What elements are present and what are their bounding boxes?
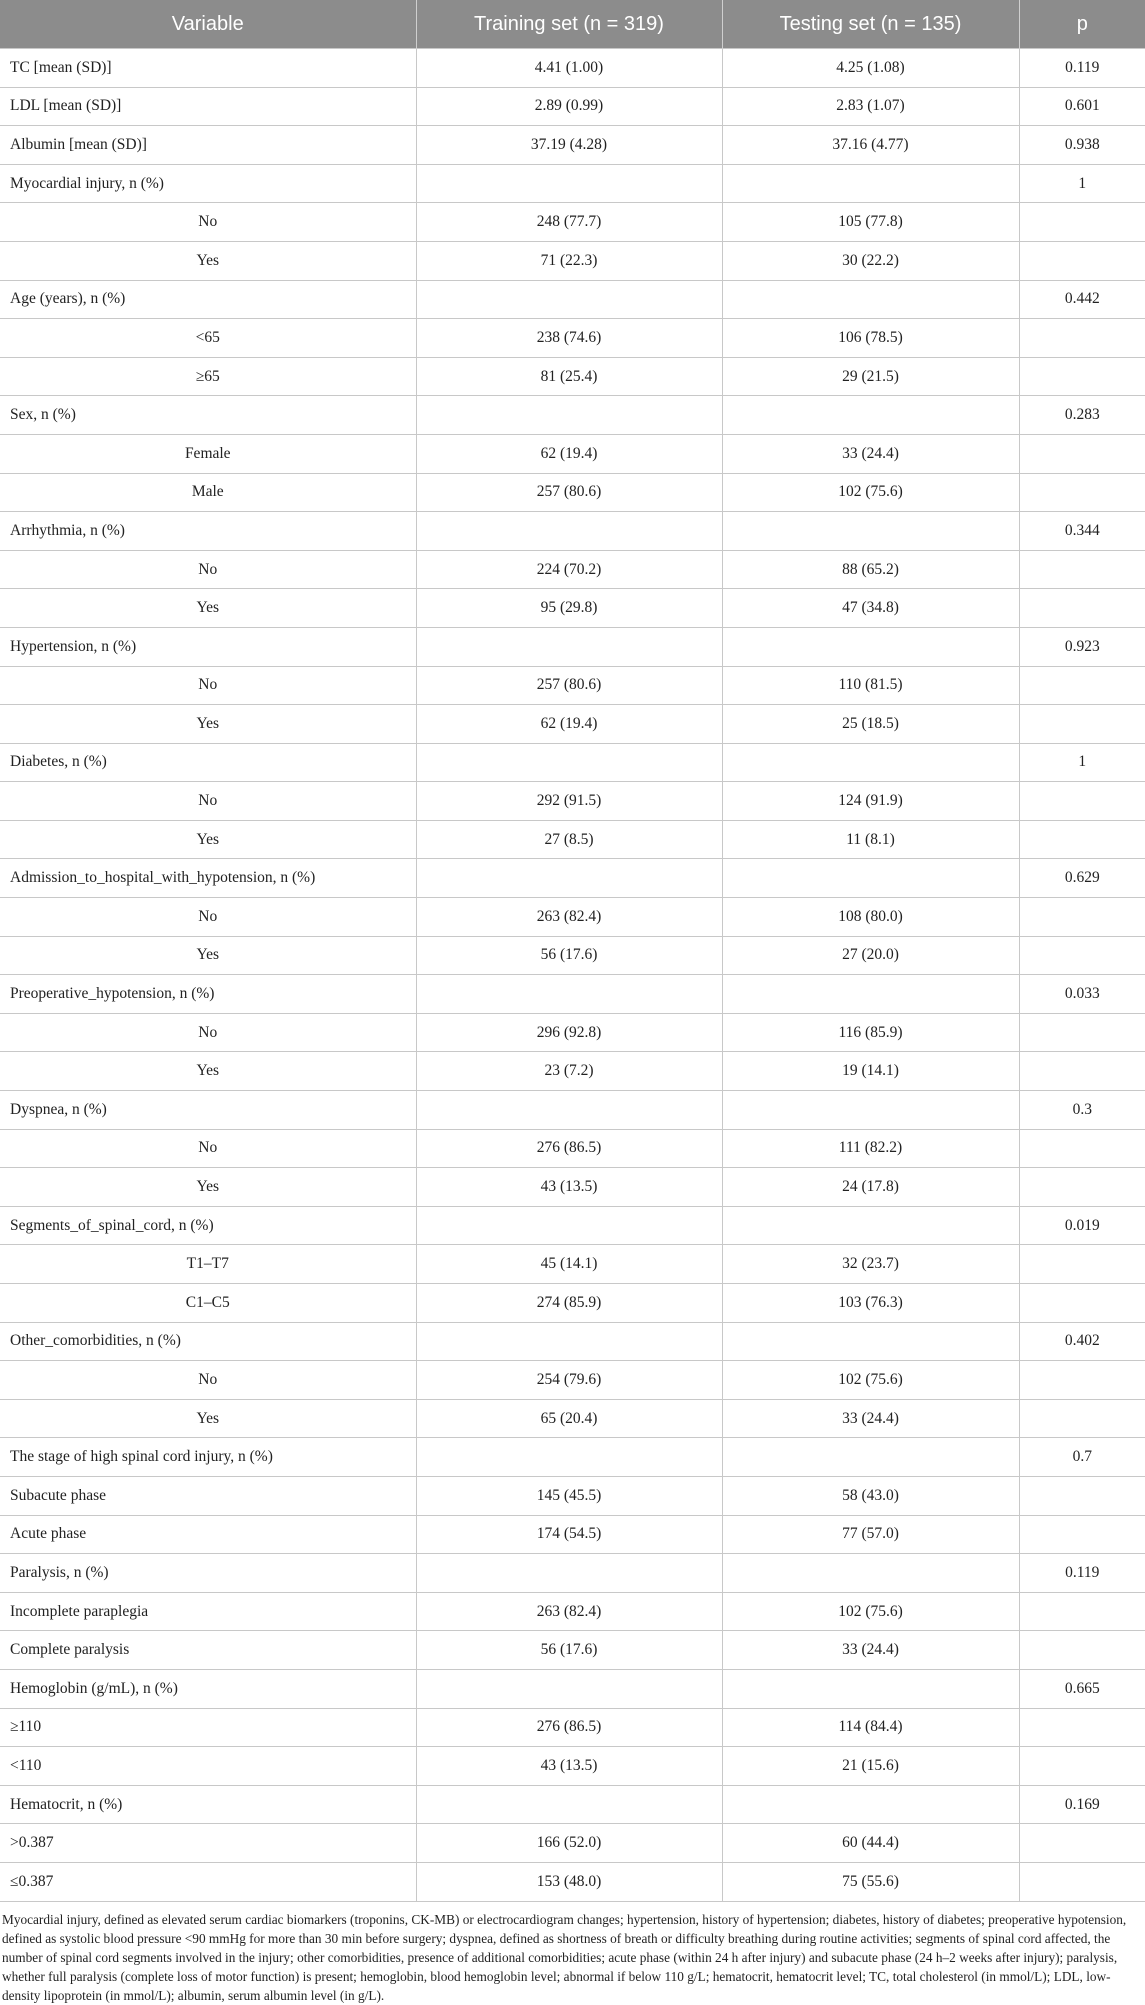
- cell-variable: T1–T7: [0, 1245, 416, 1284]
- cell-training: 43 (13.5): [416, 1168, 722, 1207]
- cell-p-value: 0.283: [1019, 396, 1145, 435]
- cell-p-value: 0.402: [1019, 1322, 1145, 1361]
- cell-testing: [722, 1785, 1019, 1824]
- cell-training: [416, 396, 722, 435]
- cell-variable: Yes: [0, 705, 416, 744]
- table-row: [0, 319, 1145, 358]
- cell-p-value: [1019, 1592, 1145, 1631]
- cell-p-value: [1019, 1245, 1145, 1284]
- table-row: [0, 1322, 1145, 1361]
- cell-training: 62 (19.4): [416, 434, 722, 473]
- cell-training: 2.89 (0.99): [416, 87, 722, 126]
- header-testing-set: Testing set (n = 135): [722, 0, 1019, 49]
- cell-variable: C1–C5: [0, 1284, 416, 1323]
- table-row: [0, 396, 1145, 435]
- table-row: [0, 1206, 1145, 1245]
- cell-training: 65 (20.4): [416, 1399, 722, 1438]
- cell-testing: 2.83 (1.07): [722, 87, 1019, 126]
- cell-p-value: 0.344: [1019, 512, 1145, 551]
- table-footnote: Myocardial injury, defined as elevated serum cardiac biomarkers (troponins, CK-MB) or electrocardiogram changes; hypertension, history of hypertension; diabetes, history of diabetes; preoperative hypotension, defined as systolic blood pressure <90 mmHg for more than 30 min before surgery; dyspnea, defined as shortness of breath or difficulty breathing during routine activities; segments of spinal cord affected, the number of spinal cord segments involved in the injury; other comorbidities, presence of additional comorbidities; acute phase (within 24 h after injury) and subacute phase (24 h–2 weeks after injury); paralysis, whether full paralysis (complete loss of motor function) is present; hemoglobin, blood hemoglobin level; abnormal if below 110 g/L; hematocrit, hematocrit level; TC, total cholesterol (in mmol/L); LDL, low-density lipoprotein (in mmol/L); albumin, serum albumin level (in g/L).: [2, 1911, 1127, 2003]
- cell-variable: Age (years), n (%): [0, 280, 416, 319]
- cell-testing: 33 (24.4): [722, 434, 1019, 473]
- cell-testing: 103 (76.3): [722, 1284, 1019, 1323]
- cell-variable: Hemoglobin (g/mL), n (%): [0, 1669, 416, 1708]
- cell-p-value: [1019, 1631, 1145, 1670]
- cell-variable: ≤0.387: [0, 1862, 416, 1901]
- table-row: [0, 936, 1145, 975]
- cell-p-value: 1: [1019, 743, 1145, 782]
- cell-variable: No: [0, 898, 416, 937]
- table-body: [0, 49, 1145, 1902]
- cell-variable: Admission_to_hospital_with_hypotension, n (%): [0, 859, 416, 898]
- table-row: [0, 1862, 1145, 1901]
- cell-variable: Complete paralysis: [0, 1631, 416, 1670]
- cell-variable: Segments_of_spinal_cord, n (%): [0, 1206, 416, 1245]
- table-row: [0, 1168, 1145, 1207]
- cell-training: 62 (19.4): [416, 705, 722, 744]
- cell-training: 81 (25.4): [416, 357, 722, 396]
- cell-variable: Albumin [mean (SD)]: [0, 126, 416, 165]
- cell-variable: Male: [0, 473, 416, 512]
- cell-training: 95 (29.8): [416, 589, 722, 628]
- cell-testing: 102 (75.6): [722, 1361, 1019, 1400]
- cell-testing: 25 (18.5): [722, 705, 1019, 744]
- cell-p-value: [1019, 357, 1145, 396]
- table-row: [0, 1592, 1145, 1631]
- cell-p-value: 0.033: [1019, 975, 1145, 1014]
- cell-training: 23 (7.2): [416, 1052, 722, 1091]
- cell-training: 166 (52.0): [416, 1824, 722, 1863]
- table-row: [0, 1399, 1145, 1438]
- cell-variable: No: [0, 550, 416, 589]
- table-row: [0, 241, 1145, 280]
- cell-training: 43 (13.5): [416, 1747, 722, 1786]
- cell-training: [416, 1785, 722, 1824]
- cell-training: 56 (17.6): [416, 936, 722, 975]
- cell-variable: No: [0, 1361, 416, 1400]
- cell-p-value: [1019, 1515, 1145, 1554]
- header-row: [0, 0, 1145, 49]
- cell-testing: 27 (20.0): [722, 936, 1019, 975]
- cell-training: 274 (85.9): [416, 1284, 722, 1323]
- cell-training: 56 (17.6): [416, 1631, 722, 1670]
- table-row: [0, 705, 1145, 744]
- cell-training: 276 (86.5): [416, 1708, 722, 1747]
- table-row: [0, 473, 1145, 512]
- cell-testing: 33 (24.4): [722, 1399, 1019, 1438]
- header-p-value: p: [1019, 0, 1145, 49]
- table-row: [0, 1361, 1145, 1400]
- cell-training: 145 (45.5): [416, 1476, 722, 1515]
- cell-training: 292 (91.5): [416, 782, 722, 821]
- cell-training: 224 (70.2): [416, 550, 722, 589]
- cell-variable: Other_comorbidities, n (%): [0, 1322, 416, 1361]
- table-row: [0, 1708, 1145, 1747]
- cell-variable: Acute phase: [0, 1515, 416, 1554]
- cell-training: 296 (92.8): [416, 1013, 722, 1052]
- cell-variable: LDL [mean (SD)]: [0, 87, 416, 126]
- cell-testing: 124 (91.9): [722, 782, 1019, 821]
- header-variable: Variable: [0, 0, 416, 49]
- cell-p-value: [1019, 1747, 1145, 1786]
- cell-testing: [722, 743, 1019, 782]
- cell-p-value: [1019, 782, 1145, 821]
- table-row: [0, 820, 1145, 859]
- cell-training: 263 (82.4): [416, 1592, 722, 1631]
- cell-testing: [722, 627, 1019, 666]
- cell-testing: 32 (23.7): [722, 1245, 1019, 1284]
- cell-variable: Yes: [0, 241, 416, 280]
- cell-p-value: [1019, 936, 1145, 975]
- cell-variable: Yes: [0, 1052, 416, 1091]
- table-row: [0, 589, 1145, 628]
- cell-p-value: 0.938: [1019, 126, 1145, 165]
- cell-training: 276 (86.5): [416, 1129, 722, 1168]
- cell-training: [416, 512, 722, 551]
- cell-p-value: [1019, 1399, 1145, 1438]
- cell-training: 254 (79.6): [416, 1361, 722, 1400]
- table-row: [0, 782, 1145, 821]
- cell-p-value: [1019, 1862, 1145, 1901]
- cell-variable: Preoperative_hypotension, n (%): [0, 975, 416, 1014]
- cell-testing: [722, 859, 1019, 898]
- table-row: [0, 87, 1145, 126]
- cell-testing: 75 (55.6): [722, 1862, 1019, 1901]
- cell-variable: Arrhythmia, n (%): [0, 512, 416, 551]
- cell-testing: 29 (21.5): [722, 357, 1019, 396]
- cell-testing: [722, 975, 1019, 1014]
- cell-variable: Yes: [0, 1168, 416, 1207]
- cell-p-value: 0.119: [1019, 1554, 1145, 1593]
- cell-p-value: 0.169: [1019, 1785, 1145, 1824]
- cell-testing: [722, 1206, 1019, 1245]
- cell-variable: ≥110: [0, 1708, 416, 1747]
- cell-training: [416, 859, 722, 898]
- cell-testing: 11 (8.1): [722, 820, 1019, 859]
- cell-training: [416, 164, 722, 203]
- table-row: [0, 1747, 1145, 1786]
- cell-p-value: 0.442: [1019, 280, 1145, 319]
- table-row: [0, 550, 1145, 589]
- cell-variable: Yes: [0, 936, 416, 975]
- table-row: [0, 434, 1145, 473]
- cell-variable: <65: [0, 319, 416, 358]
- table-row: [0, 1669, 1145, 1708]
- cell-training: 4.41 (1.00): [416, 49, 722, 88]
- cell-variable: No: [0, 1129, 416, 1168]
- cell-p-value: 0.923: [1019, 627, 1145, 666]
- cell-testing: [722, 280, 1019, 319]
- table-row: [0, 1245, 1145, 1284]
- cell-p-value: [1019, 1708, 1145, 1747]
- cell-training: 248 (77.7): [416, 203, 722, 242]
- cell-training: [416, 1322, 722, 1361]
- table-row: [0, 975, 1145, 1014]
- table-row: [0, 164, 1145, 203]
- cell-variable: >0.387: [0, 1824, 416, 1863]
- cell-testing: [722, 164, 1019, 203]
- cell-training: 263 (82.4): [416, 898, 722, 937]
- table-row: [0, 1476, 1145, 1515]
- table-row: [0, 1824, 1145, 1863]
- cell-p-value: 0.601: [1019, 87, 1145, 126]
- cell-variable: Sex, n (%): [0, 396, 416, 435]
- table-row: [0, 357, 1145, 396]
- table-header: [0, 0, 1145, 49]
- cell-p-value: [1019, 203, 1145, 242]
- cell-p-value: [1019, 473, 1145, 512]
- cell-variable: Subacute phase: [0, 1476, 416, 1515]
- cell-training: [416, 1669, 722, 1708]
- cell-variable: Yes: [0, 589, 416, 628]
- table-row: [0, 1515, 1145, 1554]
- cell-testing: 19 (14.1): [722, 1052, 1019, 1091]
- cell-variable: No: [0, 666, 416, 705]
- cell-p-value: [1019, 1052, 1145, 1091]
- cell-testing: 37.16 (4.77): [722, 126, 1019, 165]
- cell-variable: Paralysis, n (%): [0, 1554, 416, 1593]
- cell-variable: Hypertension, n (%): [0, 627, 416, 666]
- table-row: [0, 1785, 1145, 1824]
- table-row: [0, 666, 1145, 705]
- cell-variable: Diabetes, n (%): [0, 743, 416, 782]
- cell-training: 238 (74.6): [416, 319, 722, 358]
- cell-variable: No: [0, 782, 416, 821]
- table-row: [0, 1052, 1145, 1091]
- cell-testing: 33 (24.4): [722, 1631, 1019, 1670]
- cell-testing: 24 (17.8): [722, 1168, 1019, 1207]
- cell-training: [416, 627, 722, 666]
- cell-variable: TC [mean (SD)]: [0, 49, 416, 88]
- cell-p-value: 0.665: [1019, 1669, 1145, 1708]
- cell-testing: [722, 1669, 1019, 1708]
- table-row: [0, 280, 1145, 319]
- cell-training: 153 (48.0): [416, 1862, 722, 1901]
- cell-testing: 88 (65.2): [722, 550, 1019, 589]
- cell-training: 71 (22.3): [416, 241, 722, 280]
- table-row: [0, 49, 1145, 88]
- cell-training: 174 (54.5): [416, 1515, 722, 1554]
- cell-testing: 58 (43.0): [722, 1476, 1019, 1515]
- cell-testing: 105 (77.8): [722, 203, 1019, 242]
- table-row: [0, 1284, 1145, 1323]
- table-row: [0, 1091, 1145, 1130]
- cell-p-value: [1019, 1168, 1145, 1207]
- cell-p-value: [1019, 1013, 1145, 1052]
- header-training-set: Training set (n = 319): [416, 0, 722, 49]
- table-row: [0, 627, 1145, 666]
- cell-p-value: [1019, 241, 1145, 280]
- table-row: [0, 898, 1145, 937]
- cell-training: 257 (80.6): [416, 473, 722, 512]
- cell-testing: 110 (81.5): [722, 666, 1019, 705]
- cell-training: 37.19 (4.28): [416, 126, 722, 165]
- cell-training: [416, 1438, 722, 1477]
- table-row: [0, 1631, 1145, 1670]
- table-row: [0, 1013, 1145, 1052]
- cell-variable: Yes: [0, 1399, 416, 1438]
- cell-testing: 108 (80.0): [722, 898, 1019, 937]
- cell-testing: [722, 396, 1019, 435]
- cell-testing: [722, 1322, 1019, 1361]
- cell-training: [416, 1091, 722, 1130]
- table-row: [0, 126, 1145, 165]
- cell-p-value: [1019, 1824, 1145, 1863]
- cell-testing: 106 (78.5): [722, 319, 1019, 358]
- cell-testing: [722, 1091, 1019, 1130]
- cell-testing: 60 (44.4): [722, 1824, 1019, 1863]
- cell-p-value: [1019, 1476, 1145, 1515]
- cell-p-value: [1019, 550, 1145, 589]
- cell-testing: 4.25 (1.08): [722, 49, 1019, 88]
- table-row: [0, 1129, 1145, 1168]
- cell-p-value: 0.119: [1019, 49, 1145, 88]
- cell-training: [416, 280, 722, 319]
- cell-p-value: 0.7: [1019, 1438, 1145, 1477]
- cell-testing: 116 (85.9): [722, 1013, 1019, 1052]
- cell-variable: ≥65: [0, 357, 416, 396]
- cell-variable: Dyspnea, n (%): [0, 1091, 416, 1130]
- cell-training: 45 (14.1): [416, 1245, 722, 1284]
- table-row: [0, 512, 1145, 551]
- table-row: [0, 203, 1145, 242]
- cell-p-value: [1019, 820, 1145, 859]
- cell-p-value: 0.3: [1019, 1091, 1145, 1130]
- cell-p-value: [1019, 1284, 1145, 1323]
- cell-p-value: [1019, 589, 1145, 628]
- cell-p-value: [1019, 319, 1145, 358]
- table-row: [0, 1554, 1145, 1593]
- cell-variable: No: [0, 203, 416, 242]
- cell-training: [416, 1554, 722, 1593]
- cell-p-value: [1019, 1361, 1145, 1400]
- cell-testing: 30 (22.2): [722, 241, 1019, 280]
- cell-testing: 111 (82.2): [722, 1129, 1019, 1168]
- cell-p-value: 0.629: [1019, 859, 1145, 898]
- cell-testing: 102 (75.6): [722, 1592, 1019, 1631]
- cell-testing: 77 (57.0): [722, 1515, 1019, 1554]
- cell-training: 27 (8.5): [416, 820, 722, 859]
- cell-variable: Hematocrit, n (%): [0, 1785, 416, 1824]
- cell-testing: 102 (75.6): [722, 473, 1019, 512]
- cell-training: [416, 975, 722, 1014]
- cell-variable: Female: [0, 434, 416, 473]
- cell-variable: <110: [0, 1747, 416, 1786]
- cell-testing: [722, 1438, 1019, 1477]
- cell-testing: 47 (34.8): [722, 589, 1019, 628]
- table-row: [0, 859, 1145, 898]
- cell-variable: Yes: [0, 820, 416, 859]
- cell-p-value: [1019, 434, 1145, 473]
- cell-variable: The stage of high spinal cord injury, n (%): [0, 1438, 416, 1477]
- cell-variable: Incomplete paraplegia: [0, 1592, 416, 1631]
- cell-variable: Myocardial injury, n (%): [0, 164, 416, 203]
- table-row: [0, 1438, 1145, 1477]
- cell-training: 257 (80.6): [416, 666, 722, 705]
- cell-p-value: 1: [1019, 164, 1145, 203]
- cell-variable: No: [0, 1013, 416, 1052]
- cell-p-value: [1019, 898, 1145, 937]
- cell-p-value: [1019, 666, 1145, 705]
- cell-training: [416, 743, 722, 782]
- cell-p-value: [1019, 1129, 1145, 1168]
- cell-testing: [722, 1554, 1019, 1593]
- cell-p-value: [1019, 705, 1145, 744]
- table-row: [0, 743, 1145, 782]
- cell-testing: 21 (15.6): [722, 1747, 1019, 1786]
- cell-testing: 114 (84.4): [722, 1708, 1019, 1747]
- cell-p-value: 0.019: [1019, 1206, 1145, 1245]
- cell-training: [416, 1206, 722, 1245]
- cell-testing: [722, 512, 1019, 551]
